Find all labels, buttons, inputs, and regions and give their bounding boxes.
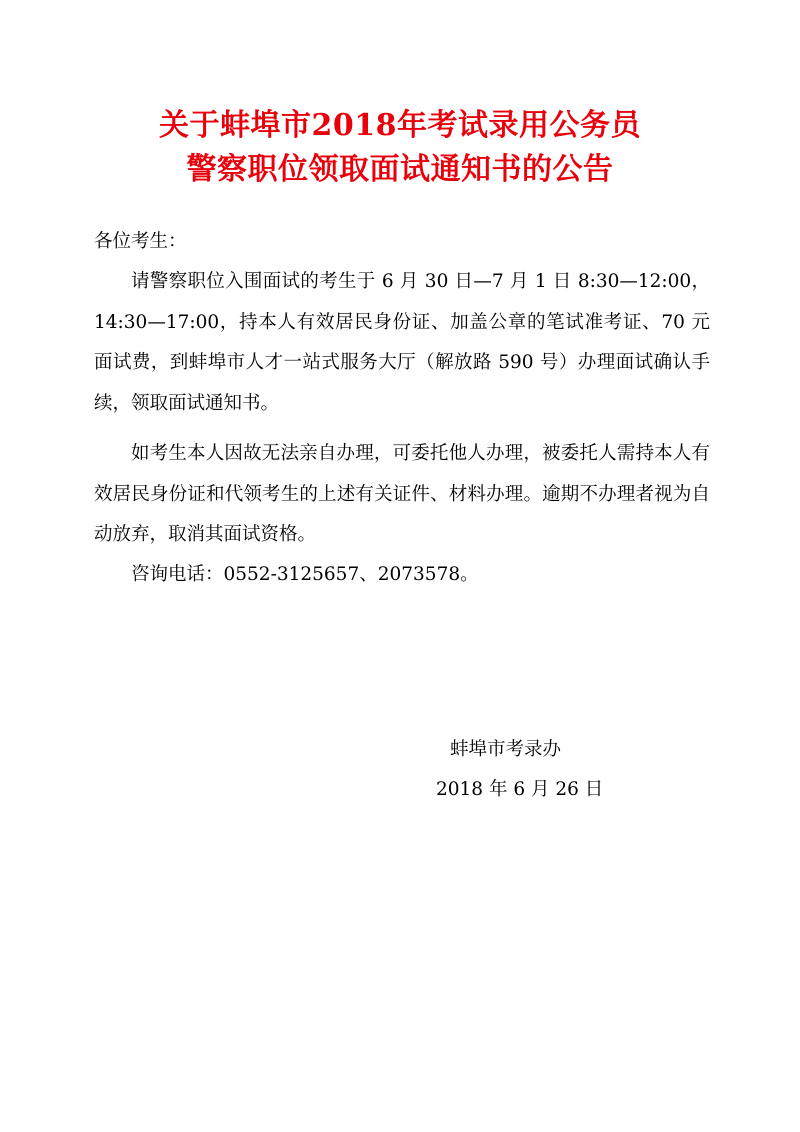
paragraph-proxy: 如考生本人因故无法亲自办理，可委托他人办理，被委托人需持本人有效居民身份证和代领考生的上述有关证件、材料办理。逾期不办理者视为自动放弃，取消其面试资格。 [94,443,710,545]
paragraph-instructions: 请警察职位入围面试的考生于 6 月 30 日—7 月 1 日 8:30—12:00，14:30—17:00，持本人有效居民身份证、加盖公章的笔试准考证、70 元面试费，到蚌埠市人才一站式服务大厅（解放路 590 号）办理面试确认手续，领取面试通知书。 [94,271,710,414]
salutation: 各位考生： [94,231,187,252]
paragraph-contact: 咨询电话：0552-3125657、2073578。 [131,564,479,585]
signature-date: 2018 年 6 月 26 日 [436,779,604,800]
document-title-line-1: 关于蚌埠市2018年考试录用公务员 [159,108,641,143]
document-title-line-2: 警察职位领取面试通知书的公告 [186,152,614,187]
signature-organization: 蚌埠市考录办 [450,739,562,760]
